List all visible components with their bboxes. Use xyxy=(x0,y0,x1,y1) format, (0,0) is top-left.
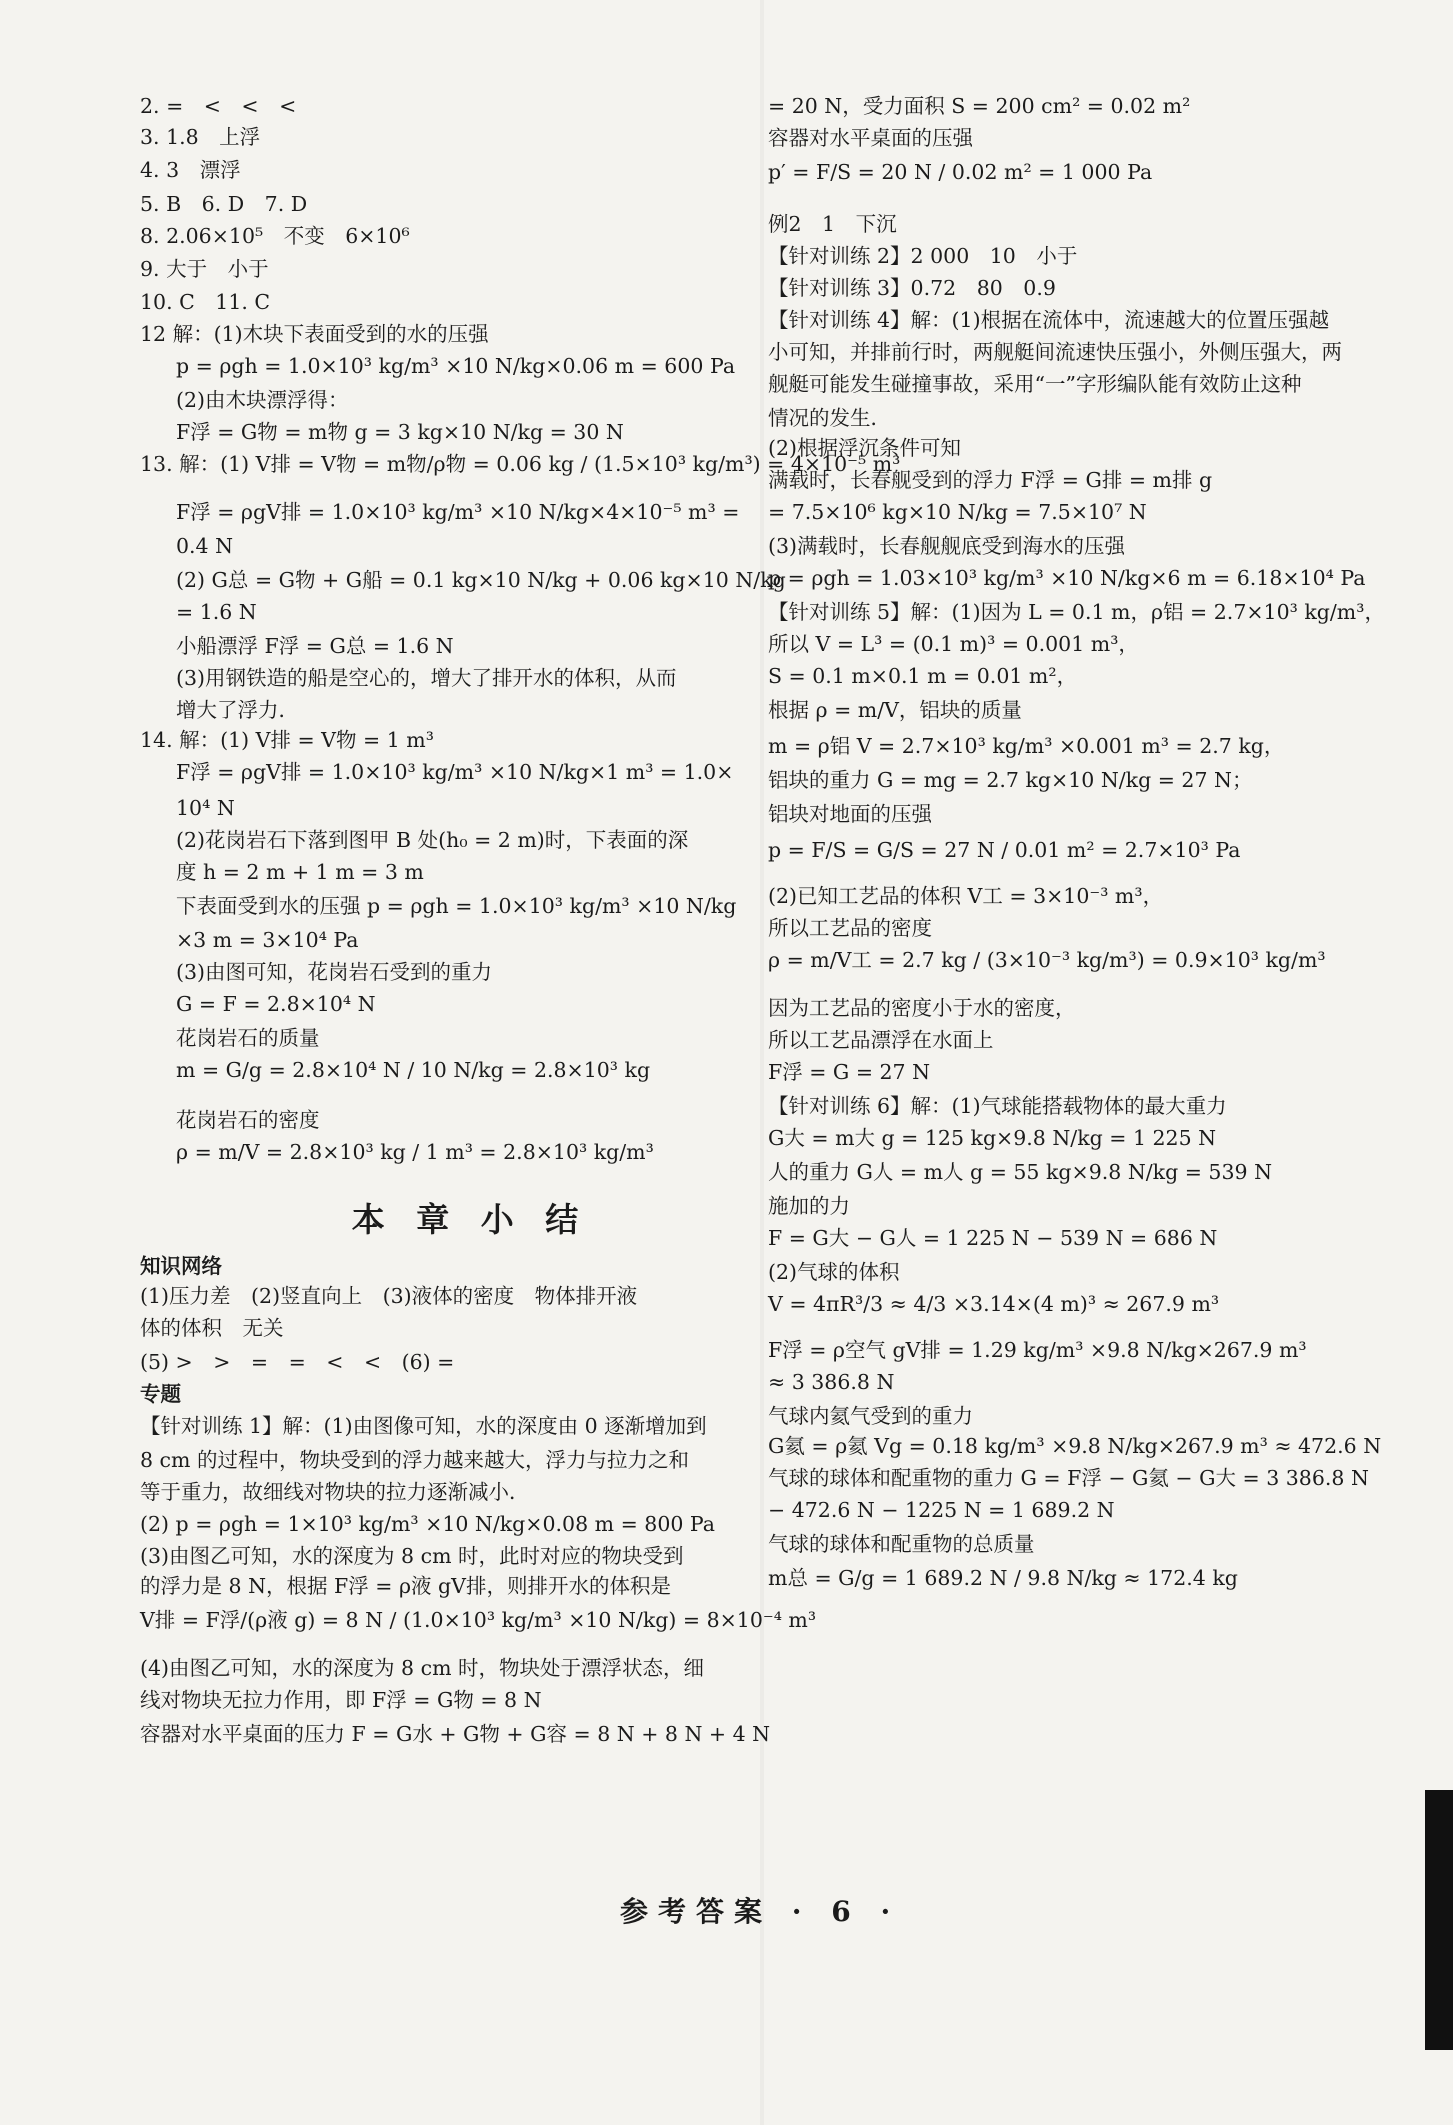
right-answer-line: m = ρ铝 V = 2.7×10³ kg/m³ ×0.001 m³ = 2.7 kg， xyxy=(768,734,1285,758)
left-answer-line: V排 = F浮/(ρ液 g) = 8 N / (1.0×10³ kg/m³ ×10 N/kg) = 8×10⁻⁴ m³ xyxy=(140,1608,817,1632)
left-answer-line: (2) G总 = G物 + G船 = 0.1 kg×10 N/kg + 0.06 kg×10 N/kg xyxy=(176,568,786,592)
right-answer-line: S = 0.1 m×0.1 m = 0.01 m²， xyxy=(768,664,1078,688)
left-answer-line: G = F = 2.8×10⁴ N xyxy=(176,992,376,1016)
chapter-summary-title: 本 章 小 结 xyxy=(351,1200,589,1239)
left-answer-line: 花岗岩石的质量 xyxy=(176,1026,320,1050)
left-answer-line: (1)压力差 (2)竖直向上 (3)液体的密度 物体排开液 xyxy=(140,1284,638,1308)
right-answer-line: (2)气球的体积 xyxy=(768,1260,900,1284)
right-answer-line: 【针对训练 3】0.72 80 0.9 xyxy=(768,276,1056,300)
right-answer-line: 气球内氦气受到的重力 xyxy=(768,1404,973,1428)
right-answer-line: 【针对训练 4】解：(1)根据在流体中，流速越大的位置压强越 xyxy=(768,308,1330,332)
left-answer-line: F浮 = ρgV排 = 1.0×10³ kg/m³ ×10 N/kg×1 m³ = 1.0× xyxy=(176,760,734,784)
right-answer-line: 根据 ρ = m/V，铝块的质量 xyxy=(768,698,1022,722)
right-answer-line: 舰艇可能发生碰撞事故，采用“一”字形编队能有效防止这种 xyxy=(768,372,1302,396)
left-answer-line: 小船漂浮 F浮 = G总 = 1.6 N xyxy=(176,634,454,658)
right-answer-line: 所以 V = L³ = (0.1 m)³ = 0.001 m³， xyxy=(768,632,1139,656)
right-answer-line: 气球的球体和配重物的重力 G = F浮 − G氦 − G大 = 3 386.8 N xyxy=(768,1466,1369,1490)
left-answer-line: 下表面受到水的压强 p = ρgh = 1.0×10³ kg/m³ ×10 N/kg xyxy=(176,894,737,918)
right-answer-line: ρ = m/V工 = 2.7 kg / (3×10⁻³ kg/m³) = 0.9×10³ kg/m³ xyxy=(768,948,1326,972)
left-answer-line: 体的体积 无关 xyxy=(140,1316,284,1340)
page-fold-shadow xyxy=(760,0,764,2125)
right-answer-line: 小可知，并排前行时，两舰艇间流速快压强小，外侧压强大，两 xyxy=(768,340,1342,364)
right-answer-line: 人的重力 G人 = m人 g = 55 kg×9.8 N/kg = 539 N xyxy=(768,1160,1273,1184)
right-answer-line: p = ρgh = 1.03×10³ kg/m³ ×10 N/kg×6 m = 6.18×10⁴ Pa xyxy=(768,566,1366,590)
left-answer-line: 8 cm 的过程中，物块受到的浮力越来越大，浮力与拉力之和 xyxy=(140,1448,689,1472)
left-answer-line: 5. B 6. D 7. D xyxy=(140,192,308,216)
right-answer-line: 例2 1 下沉 xyxy=(768,212,897,236)
right-answer-line: 【针对训练 5】解：(1)因为 L = 0.1 m，ρ铝 = 2.7×10³ kg/m³， xyxy=(768,600,1385,624)
right-answer-line: (2)已知工艺品的体积 V工 = 3×10⁻³ m³， xyxy=(768,884,1164,908)
left-answer-line: 4. 3 漂浮 xyxy=(140,158,241,182)
right-answer-line: ≈ 3 386.8 N xyxy=(768,1370,895,1394)
left-answer-line: = 1.6 N xyxy=(176,600,257,624)
right-answer-line: 所以工艺品的密度 xyxy=(768,916,932,940)
right-answer-line: 【针对训练 2】2 000 10 小于 xyxy=(768,244,1078,268)
right-answer-line: G大 = m大 g = 125 kg×9.8 N/kg = 1 225 N xyxy=(768,1126,1217,1150)
left-answer-line: (2) p = ρgh = 1×10³ kg/m³ ×10 N/kg×0.08 m = 800 Pa xyxy=(140,1512,716,1536)
left-answer-line: 专题 xyxy=(140,1382,181,1406)
left-answer-line: 【针对训练 1】解：(1)由图像可知，水的深度由 0 逐渐增加到 xyxy=(140,1414,707,1438)
left-answer-line: (3)由图乙可知，水的深度为 8 cm 时，此时对应的物块受到 xyxy=(140,1544,684,1568)
left-answer-line: 10. C 11. C xyxy=(140,290,271,314)
page-edge-mark xyxy=(1425,1790,1453,2050)
page-footer: 参考答案 · 6 · xyxy=(620,1895,901,1928)
right-answer-line: − 472.6 N − 1225 N = 1 689.2 N xyxy=(768,1498,1115,1522)
left-answer-line: ρ = m/V = 2.8×10³ kg / 1 m³ = 2.8×10³ kg/m³ xyxy=(176,1140,654,1164)
right-answer-line: 气球的球体和配重物的总质量 xyxy=(768,1532,1035,1556)
right-answer-line: p = F/S = G/S = 27 N / 0.01 m² = 2.7×10³ Pa xyxy=(768,838,1241,862)
left-answer-line: (3)由图可知，花岗岩石受到的重力 xyxy=(176,960,493,984)
right-answer-line: 因为工艺品的密度小于水的密度， xyxy=(768,996,1076,1020)
right-answer-line: F = G大 − G人 = 1 225 N − 539 N = 686 N xyxy=(768,1226,1218,1250)
right-answer-line: 情况的发生． xyxy=(768,406,891,430)
right-answer-line: 容器对水平桌面的压强 xyxy=(768,126,973,150)
right-answer-line: = 20 N，受力面积 S = 200 cm² = 0.02 m² xyxy=(768,94,1191,118)
right-answer-line: 施加的力 xyxy=(768,1194,850,1218)
right-answer-line: F浮 = ρ空气 gV排 = 1.29 kg/m³ ×9.8 N/kg×267.9 m³ xyxy=(768,1338,1307,1362)
right-answer-line: = 7.5×10⁶ kg×10 N/kg = 7.5×10⁷ N xyxy=(768,500,1147,524)
left-answer-line: 的浮力是 8 N，根据 F浮 = ρ液 gV排，则排开水的体积是 xyxy=(140,1574,671,1598)
right-answer-line: 所以工艺品漂浮在水面上 xyxy=(768,1028,994,1052)
left-answer-line: 9. 大于 小于 xyxy=(140,257,269,281)
left-answer-line: (3)用钢铁造的船是空心的，增大了排开水的体积，从而 xyxy=(176,666,677,690)
left-answer-line: m = G/g = 2.8×10⁴ N / 10 N/kg = 2.8×10³ kg xyxy=(176,1058,651,1082)
left-answer-line: 增大了浮力． xyxy=(176,698,299,722)
left-answer-line: 线对物块无拉力作用，即 F浮 = G物 = 8 N xyxy=(140,1688,542,1712)
right-answer-line: 铝块对地面的压强 xyxy=(768,802,932,826)
right-answer-line: (2)根据浮沉条件可知 xyxy=(768,436,962,460)
left-answer-line: 8. 2.06×10⁵ 不变 6×10⁶ xyxy=(140,224,410,248)
right-answer-line: V = 4πR³/3 ≈ 4/3 ×3.14×(4 m)³ ≈ 267.9 m³ xyxy=(768,1292,1220,1316)
right-answer-line: p′ = F/S = 20 N / 0.02 m² = 1 000 Pa xyxy=(768,160,1153,184)
left-answer-line: 度 h = 2 m + 1 m = 3 m xyxy=(176,860,424,884)
left-answer-line: (4)由图乙可知，水的深度为 8 cm 时，物块处于漂浮状态，细 xyxy=(140,1656,705,1680)
right-answer-line: 满载时，长春舰受到的浮力 F浮 = G排 = m排 g xyxy=(768,468,1213,492)
left-answer-line: 14. 解：(1) V排 = V物 = 1 m³ xyxy=(140,728,434,752)
left-answer-line: 0.4 N xyxy=(176,534,234,558)
right-answer-line: (3)满载时，长春舰舰底受到海水的压强 xyxy=(768,534,1126,558)
left-answer-line: 13. 解：(1) V排 = V物 = m物/ρ物 = 0.06 kg / (1.5×10³ kg/m³) = 4×10⁻⁵ m³ xyxy=(140,452,901,476)
left-answer-line: ×3 m = 3×10⁴ Pa xyxy=(176,928,359,952)
right-answer-line: 铝块的重力 G = mg = 2.7 kg×10 N/kg = 27 N； xyxy=(768,768,1253,792)
left-answer-line: (2)由木块漂浮得： xyxy=(176,388,349,412)
left-answer-line: (2)花岗岩石下落到图甲 B 处(h₀ = 2 m)时，下表面的深 xyxy=(176,828,689,852)
left-answer-line: 知识网络 xyxy=(140,1254,222,1278)
left-answer-line: 等于重力，故细线对物块的拉力逐渐减小． xyxy=(140,1480,530,1504)
right-answer-line: m总 = G/g = 1 689.2 N / 9.8 N/kg ≈ 172.4 kg xyxy=(768,1566,1238,1590)
left-answer-line: 12 解：(1)木块下表面受到的水的压强 xyxy=(140,322,489,346)
left-answer-line: F浮 = G物 = m物 g = 3 kg×10 N/kg = 30 N xyxy=(176,420,624,444)
right-answer-line: 【针对训练 6】解：(1)气球能搭载物体的最大重力 xyxy=(768,1094,1227,1118)
right-answer-line: F浮 = G = 27 N xyxy=(768,1060,931,1084)
left-answer-line: 容器对水平桌面的压力 F = G水 + G物 + G容 = 8 N + 8 N + 4 N xyxy=(140,1722,771,1746)
left-answer-line: (5) > > = = < < (6) = xyxy=(140,1350,455,1374)
left-answer-line: 10⁴ N xyxy=(176,796,235,820)
right-answer-line: G氦 = ρ氦 Vg = 0.18 kg/m³ ×9.8 N/kg×267.9 m³ ≈ 472.6 N xyxy=(768,1434,1382,1458)
left-answer-line: 2. = < < < xyxy=(140,94,297,118)
left-answer-line: 花岗岩石的密度 xyxy=(176,1108,320,1132)
left-answer-line: 3. 1.8 上浮 xyxy=(140,125,261,149)
left-answer-line: F浮 = ρgV排 = 1.0×10³ kg/m³ ×10 N/kg×4×10⁻⁵ m³ = xyxy=(176,500,740,524)
left-answer-line: p = ρgh = 1.0×10³ kg/m³ ×10 N/kg×0.06 m = 600 Pa xyxy=(176,354,736,378)
